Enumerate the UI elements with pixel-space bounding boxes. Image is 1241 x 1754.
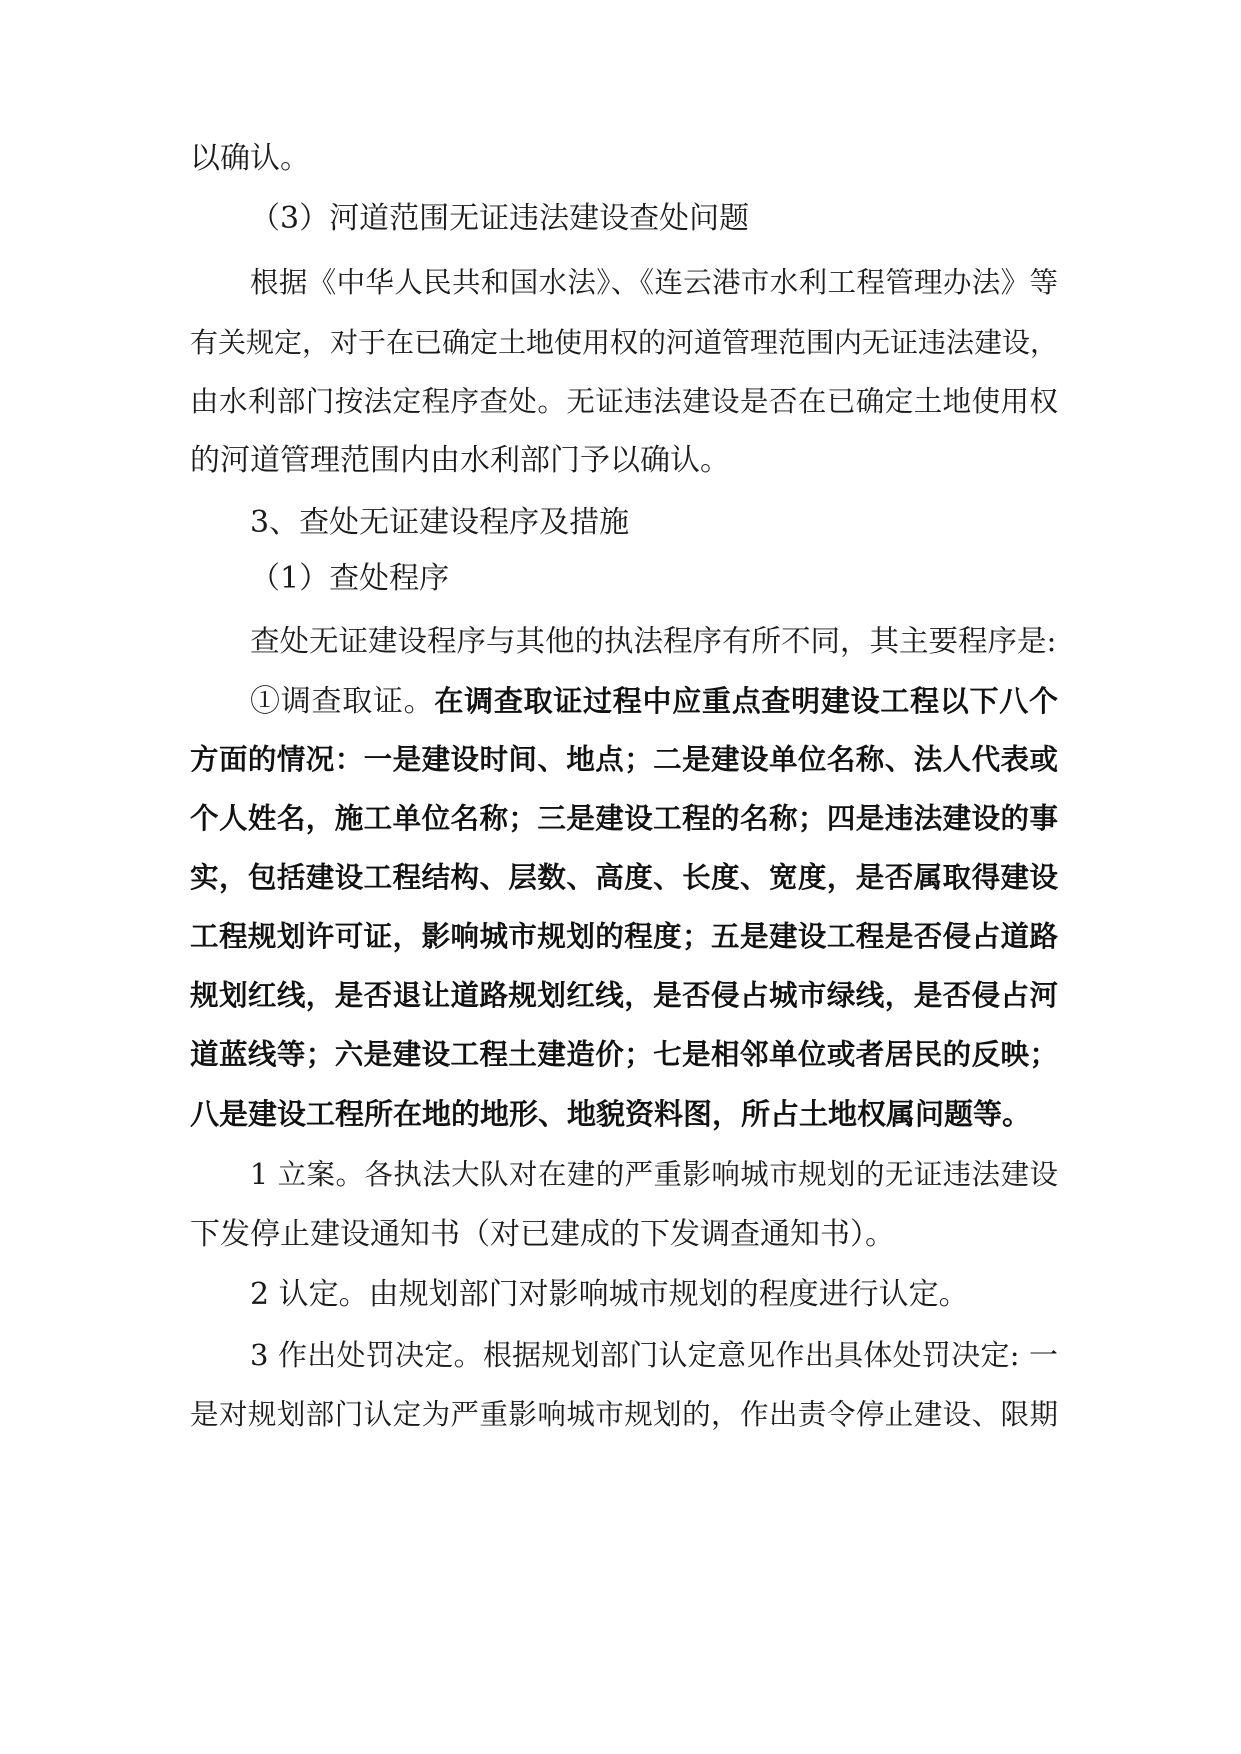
section-heading: 3、查处无证建设程序及措施 (250, 505, 630, 540)
paragraph-line: 规划红线，是否退让道路规划红线，是否侵占城市绿线，是否侵占河 (190, 979, 1058, 1012)
paragraph-line: 是对规划部门认定为严重影响城市规划的，作出责令停止建设、限期 (190, 1398, 1058, 1431)
paragraph-line: 道蓝线等；六是建设工程土建造价；七是相邻单位或者居民的反映； (190, 1038, 1058, 1071)
paragraph-line: 3 作出处罚决定。根据规划部门认定意见作出具体处罚决定: 一 (250, 1338, 1058, 1372)
paragraph-line: 八是建设工程所在地的地形、地貌资料图，所占土地权属问题等。 (190, 1097, 1032, 1131)
step-text: 在调查取证过程中应重点查明建设工程以下八个 (434, 684, 1058, 718)
paragraph-line: 2 认定。由规划部门对影响城市规划的程度进行认定。 (250, 1277, 969, 1312)
paragraph-line: 方面的情况：一是建设时间、地点；二是建设单位名称、法人代表或 (190, 743, 1058, 776)
paragraph-line: 1 立案。各执法大队对在建的严重影响城市规划的无证违法建设 (250, 1158, 1058, 1191)
paragraph-line: 根据《中华人民共和国水法》、《连云港市水利工程管理办法》等 (250, 266, 1058, 299)
paragraph-line (250, 677, 1058, 725)
paragraph-line: 下发停止建设通知书（对已建成的下发调查通知书）。 (190, 1217, 895, 1252)
paragraph-line: 的河道管理范围内由水利部门予以确认。 (190, 443, 730, 478)
subsection-heading: （1）查处程序 (250, 561, 450, 596)
paragraph-line: 以确认。 (190, 141, 310, 176)
step-label: ①调查取证。 (250, 684, 435, 719)
paragraph-line: 个人姓名，施工单位名称；三是建设工程的名称；四是违法建设的事 (190, 802, 1058, 835)
paragraph-line: 查处无证建设程序与其他的执法程序有所不同，其主要程序是: (250, 624, 1057, 658)
paragraph-line: 工程规划许可证，影响城市规划的程度；五是建设工程是否侵占道路 (190, 920, 1058, 953)
paragraph-line: 有关规定，对于在已确定土地使用权的河道管理范围内无证违法建设， (190, 326, 1059, 359)
paragraph-line: 实，包括建设工程结构、层数、高度、长度、宽度，是否属取得建设 (190, 861, 1058, 894)
paragraph-line: 由水利部门按法定程序查处。无证违法建设是否在已确定土地使用权 (190, 385, 1058, 418)
section-heading: （3）河道范围无证违法建设查处问题 (250, 201, 750, 236)
